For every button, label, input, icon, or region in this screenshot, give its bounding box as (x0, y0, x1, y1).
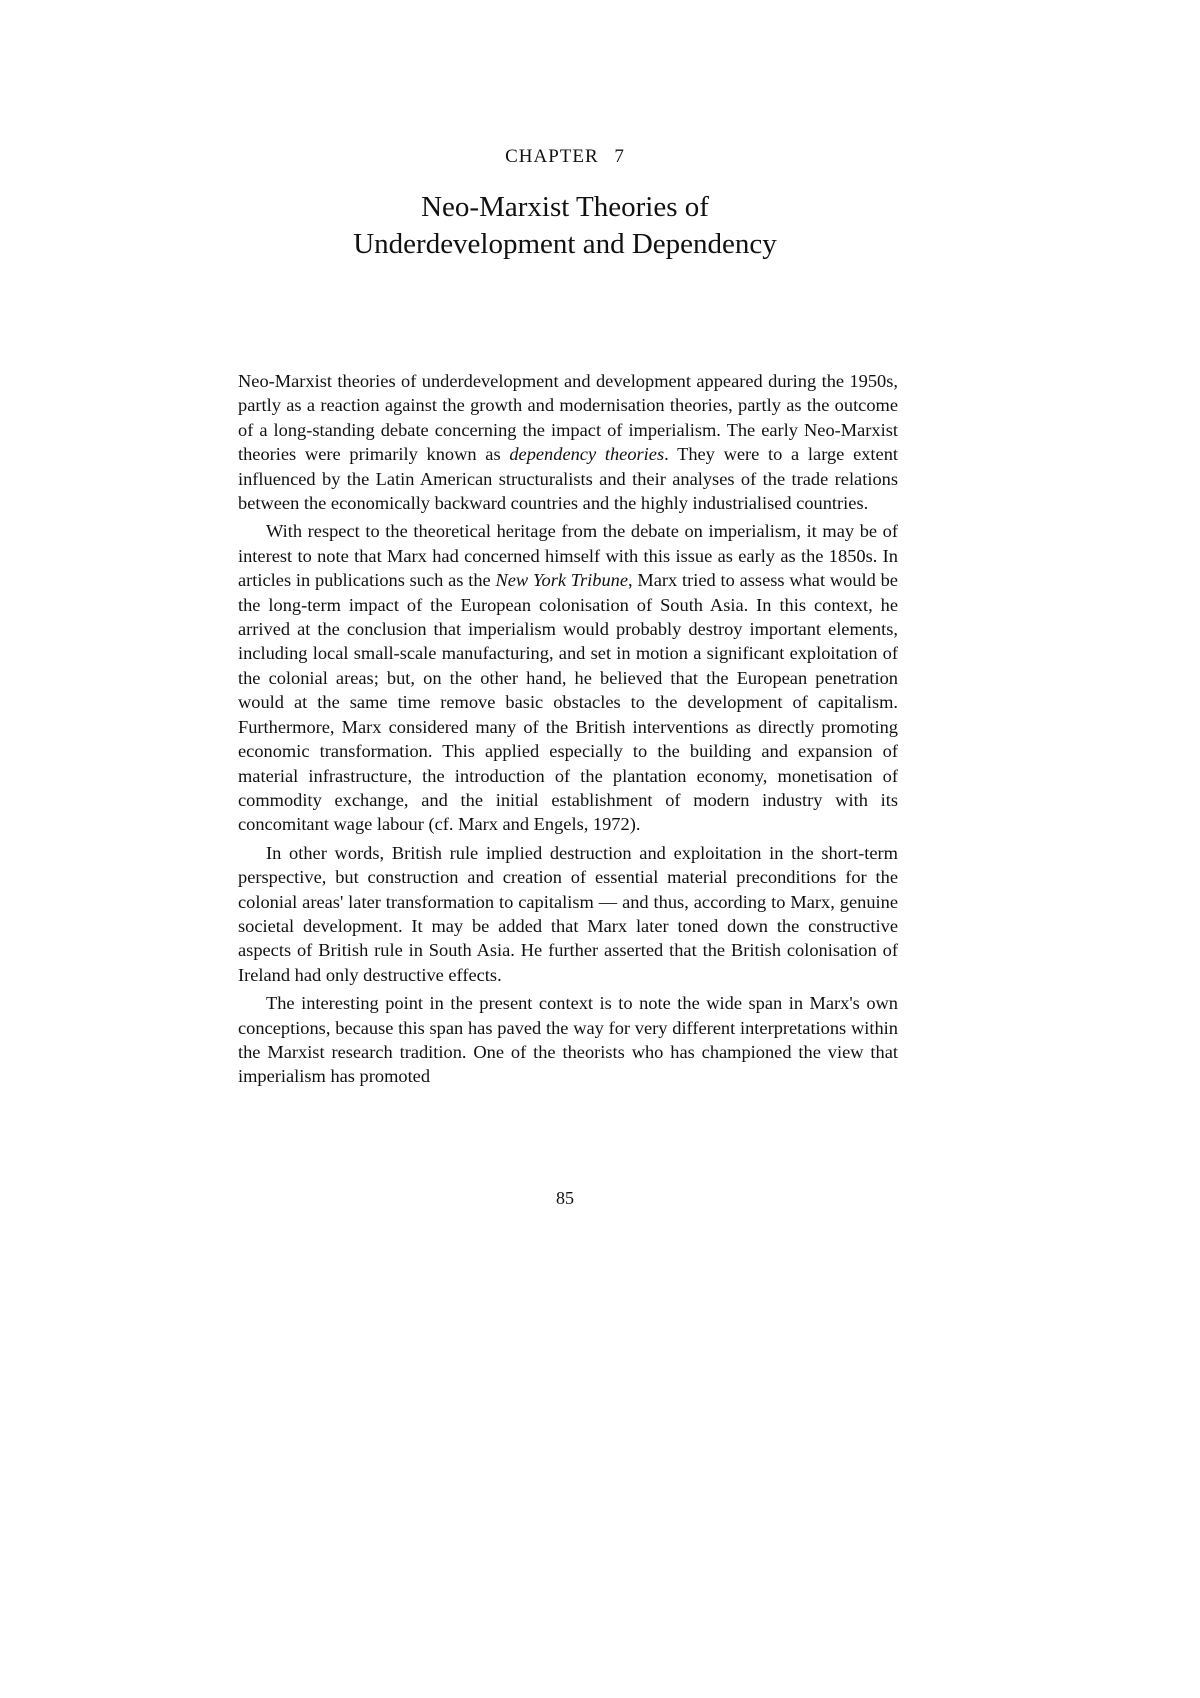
paragraph-1-text-a: Neo-Marxist theories of underdevelopment and development appeared during the 1950s, partly as a reaction against the growth and modernisation theories, partly as the outcome of a long-standing debate concerning the impact of imperialism. The early Neo-Marxist theories were primarily known as (238, 371, 898, 465)
chapter-title (0, 189, 1130, 263)
paragraph-1-emphasis: dependency theories (509, 444, 665, 465)
paragraph-4: The interesting point in the present context is to note the wide span in Marx's own conceptions, because this span has paved the way for very different interpretations within the Marxist research tradition. One of the theorists who has championed the view that imperialism has promoted (238, 993, 898, 1087)
paragraph-2-text-b: , Marx tried to assess what would be the long-term impact of the European colonisation of South Asia. In this context, he arrived at the conclusion that imperialism would probably destroy important elements, including local small-scale manufacturing, and set in motion a significant exploitation of the colonial areas; but, on the other hand, he believed that the European penetration would at the same time remove basic obstacles to the development of capitalism. Furthermore, Marx considered many of the British interventions as directly promoting economic transformation. This applied especially to the building and expansion of material infrastructure, the introduction of the plantation economy, monetisation of commodity exchange, and the initial establishment of modern industry with its concomitant wage labour (cf. Marx and Engels, 1972). (238, 570, 898, 835)
chapter-title-line-1: Neo-Marxist Theories of (421, 191, 709, 223)
paragraph-1 (238, 369, 898, 515)
body-text (238, 369, 898, 1089)
chapter-label: CHAPTER 7 (505, 146, 625, 167)
paragraph-2 (238, 519, 898, 836)
paragraph-3: In other words, British rule implied destruction and exploitation in the short-term perspective, but construction and creation of essential material preconditions for the colonial areas' later transformation to capitalism — and thus, according to Marx, genuine societal development. It may be added that Marx later toned down the constructive aspects of British rule in South Asia. He further asserted that the British colonisation of Ireland had only destructive effects. (238, 842, 898, 985)
chapter-title-line-2: Underdevelopment and Dependency (353, 228, 777, 260)
paragraph-2-text-a: With respect to the theoretical heritage from the debate on imperialism, it may be of interest to note that Marx had concerned himself with this issue as early as the 1850s. In articles in publications such as the (238, 521, 898, 591)
page-number: 85 (556, 1188, 574, 1208)
paragraph-1-text-b: . They were to a large extent influenced by the Latin American structuralists and their analyses of the trade relations between the economically backward countries and the highly industrialised countries. (238, 444, 898, 514)
paragraph-2-emphasis: New York Tribune (495, 570, 629, 591)
